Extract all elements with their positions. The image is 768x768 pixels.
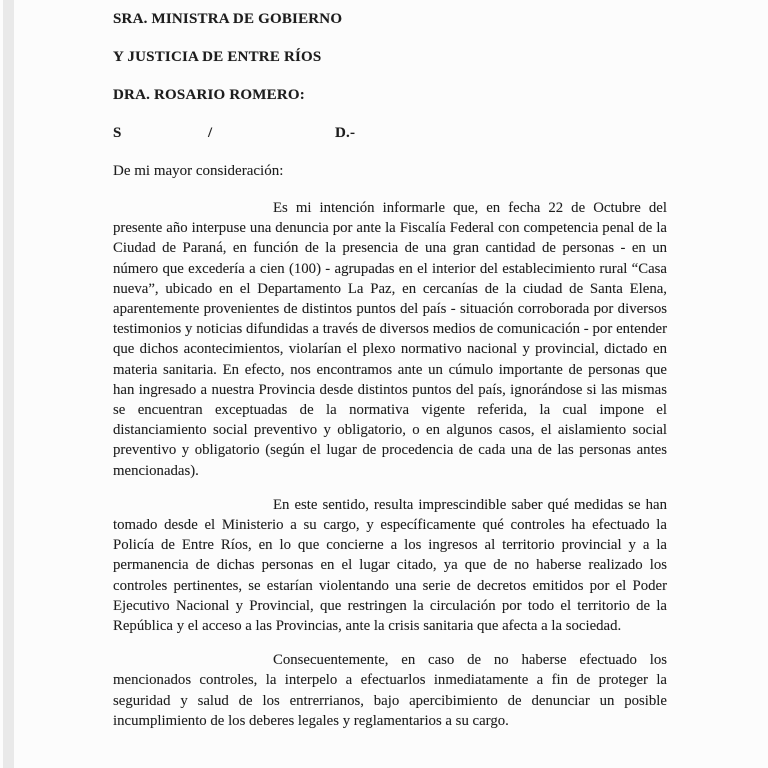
- address-s: S: [113, 125, 122, 141]
- address-d: D.-: [335, 125, 356, 141]
- recipient-title-line-2: Y JUSTICIA DE ENTRE RÍOS: [113, 49, 322, 65]
- address-abbreviation-line: [113, 122, 667, 144]
- paragraph-interpelacion: Consecuentemente, en caso de no haberse efectuado los mencionados controles, la interpelo a efectuarlos inmediatamente a fin de proteger la seguridad y salud de los entrerrianos, bajo apercibimiento de denunciar un posible incumplimiento de los deberes legales y reglamentarios a su cargo.: [113, 652, 667, 729]
- letter-content: [113, 8, 667, 745]
- scan-edge-artifact: [3, 0, 14, 768]
- paragraph-medidas-controles: En este sentido, resulta imprescindible saber qué medidas se han tomado desde el Ministerio a su cargo, y específicamente qué controles ha efectuado la Policía de Entre Ríos, en lo que concierne a los ingresos al territorio provincial y a la permanencia de dichas personas en el lugar citado, ya que de no haberse realizado los controles pertinentes, se estarían violentando una serie de decretos emitidos por el Poder Ejecutivo Nacional y Provincial, que restringen la circulación por todo el territorio de la República y el acceso a las Provincias, ante la crisis sanitaria que afecta a la sociedad.: [113, 496, 667, 635]
- address-slash: /: [208, 125, 213, 141]
- paragraph-denuncia-fiscalia: Es mi intención informarle que, en fecha 22 de Octubre del presente año interpuse una denuncia por ante la Fiscalía Federal con competencia penal de la Ciudad de Paraná, en función de la presencia de una gran cantidad de personas - en un número que excedería a cien (100) - agrupadas en el interior del establecimiento rural “Casa nueva”, ubicado en el Departamento La Paz, en cercanías de la ciudad de Santa Elena, aparentemente provenientes de distintos puntos del país - situación corroborada por diversos testimonios y noticias difundidas a través de diversos medios de comunicación - por entender que dichos acontecimientos, violarían el plexo normativo nacional y provincial, dictado en materia sanitaria. En efecto, nos encontramos ante un cúmulo importante de personas que han ingresado a nuestra Provincia desde distintos puntos del país, ignorándose si las mismas se encuentran exceptuadas de la normativa vigente referida, la cual impone el distanciamiento social preventivo y obligatorio, o en algunos casos, el aislamiento social preventivo y obligatorio (según el lugar de procedencia de cada una de las personas antes mencionadas).: [113, 200, 667, 479]
- salutation-line: De mi mayor consideración:: [113, 163, 284, 179]
- recipient-name-line: DRA. ROSARIO ROMERO:: [113, 87, 305, 103]
- recipient-title-line-1: SRA. MINISTRA DE GOBIERNO: [113, 11, 343, 27]
